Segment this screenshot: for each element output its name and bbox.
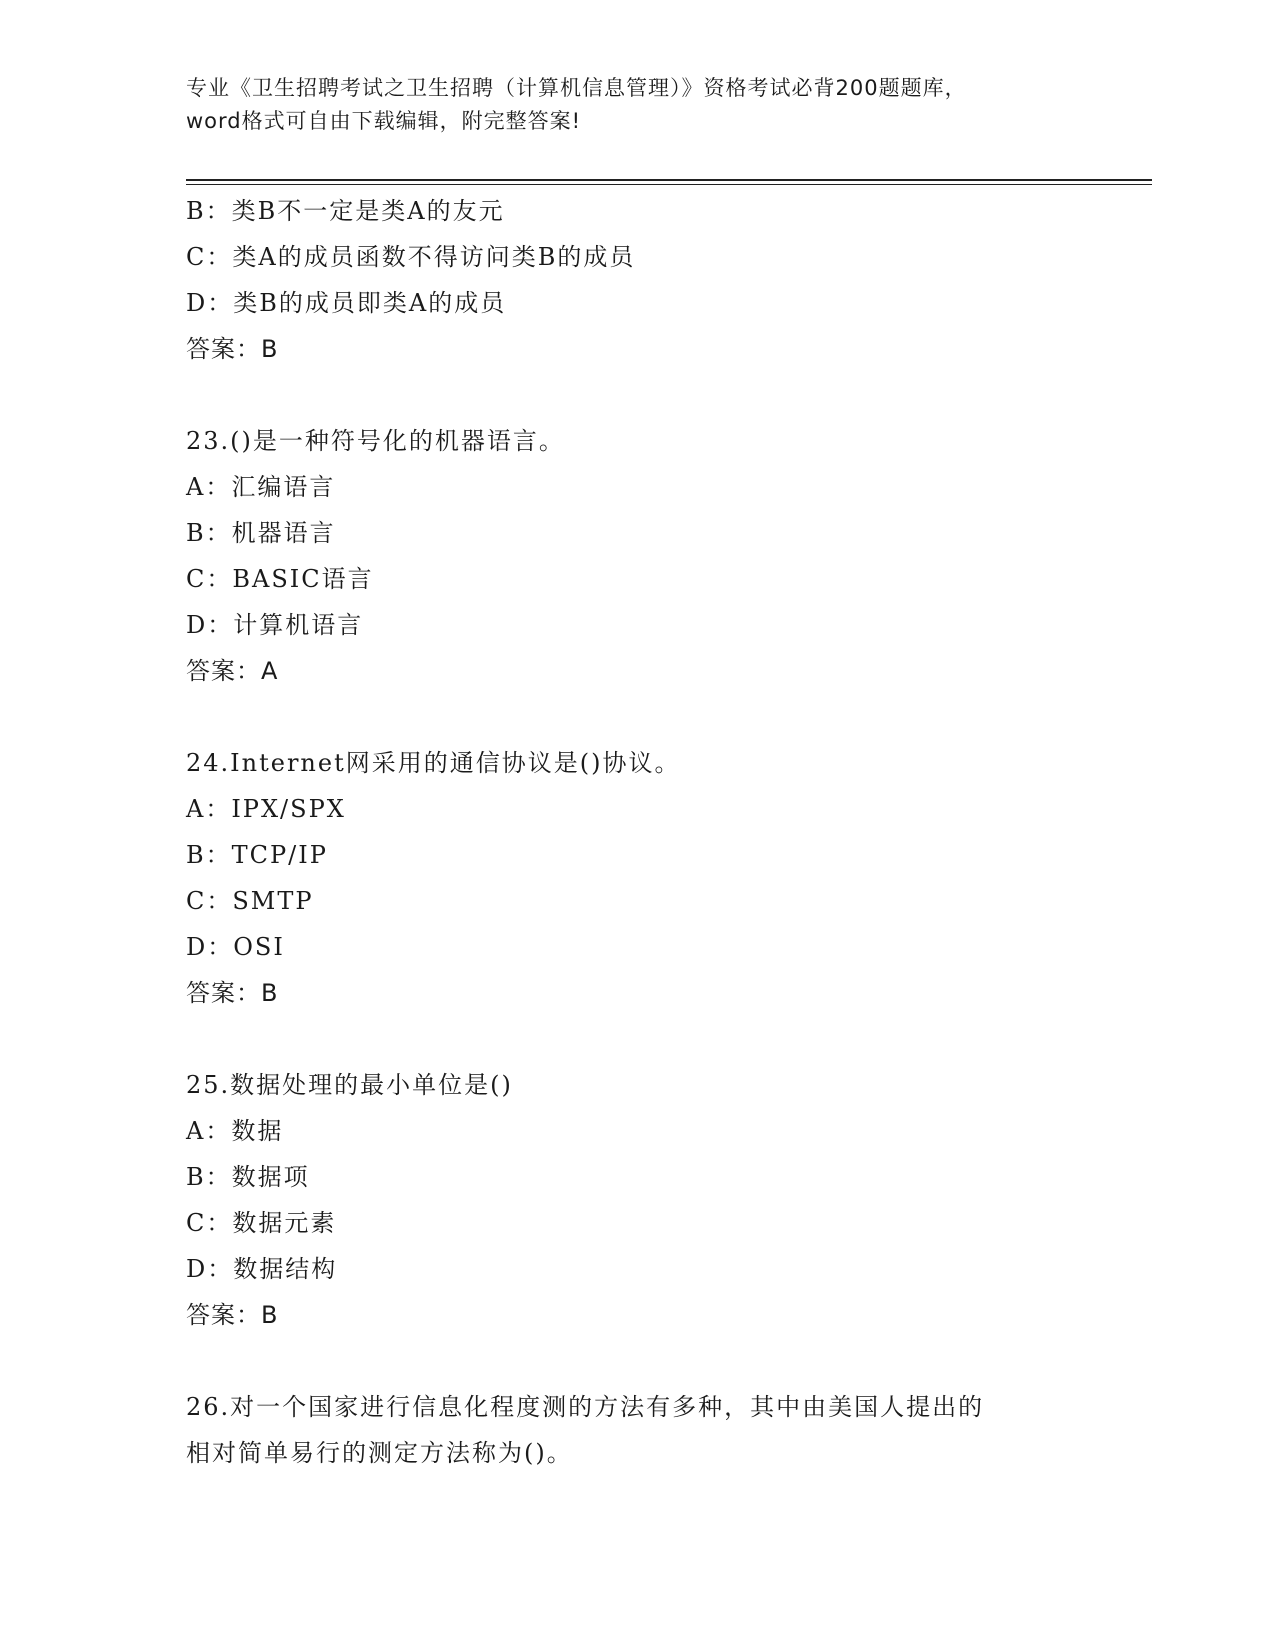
document-header <box>186 72 1086 138</box>
header-line-1: 专业《卫生招聘考试之卫生招聘（计算机信息管理）》资格考试必背200题题库， <box>186 76 967 100</box>
question-25 <box>186 1062 1152 1338</box>
question-text: 25.数据处理的最小单位是() <box>186 1071 513 1099</box>
header-divider <box>186 179 1152 185</box>
header-line-2: word格式可自由下载编辑，附完整答案! <box>186 109 582 133</box>
option-a: A：汇编语言 <box>186 473 336 501</box>
question-23 <box>186 418 1152 694</box>
option-c: C：数据元素 <box>186 1209 337 1237</box>
option-b: B：数据项 <box>186 1163 310 1191</box>
question-text-line-2: 相对简单易行的测定方法称为()。 <box>186 1439 573 1467</box>
question-list <box>186 188 1152 1476</box>
question-26 <box>186 1384 1152 1476</box>
question-text: 23.()是一种符号化的机器语言。 <box>186 427 565 455</box>
answer: 答案：A <box>186 657 279 685</box>
question-text: 24.Internet网采用的通信协议是()协议。 <box>186 749 681 777</box>
question-text-line-1: 26.对一个国家进行信息化程度测的方法有多种，其中由美国人提出的 <box>186 1393 985 1421</box>
answer: 答案：B <box>186 979 279 1007</box>
option-c: C：BASIC语言 <box>186 565 374 593</box>
option-b: B：TCP/IP <box>186 841 328 869</box>
option-d: D：类B的成员即类A的成员 <box>186 289 507 317</box>
option-b: B：类B不一定是类A的友元 <box>186 197 505 225</box>
option-a: A：IPX/SPX <box>186 795 346 823</box>
option-a: A：数据 <box>186 1117 284 1145</box>
option-d: D：计算机语言 <box>186 611 364 639</box>
question-22-continued <box>186 188 1152 372</box>
option-d: D：OSI <box>186 933 285 961</box>
option-d: D：数据结构 <box>186 1255 338 1283</box>
answer: 答案：B <box>186 1301 279 1329</box>
option-c: C：SMTP <box>186 887 314 915</box>
answer: 答案：B <box>186 335 279 363</box>
option-b: B：机器语言 <box>186 519 336 547</box>
option-c: C：类A的成员函数不得访问类B的成员 <box>186 243 636 271</box>
question-24 <box>186 740 1152 1016</box>
